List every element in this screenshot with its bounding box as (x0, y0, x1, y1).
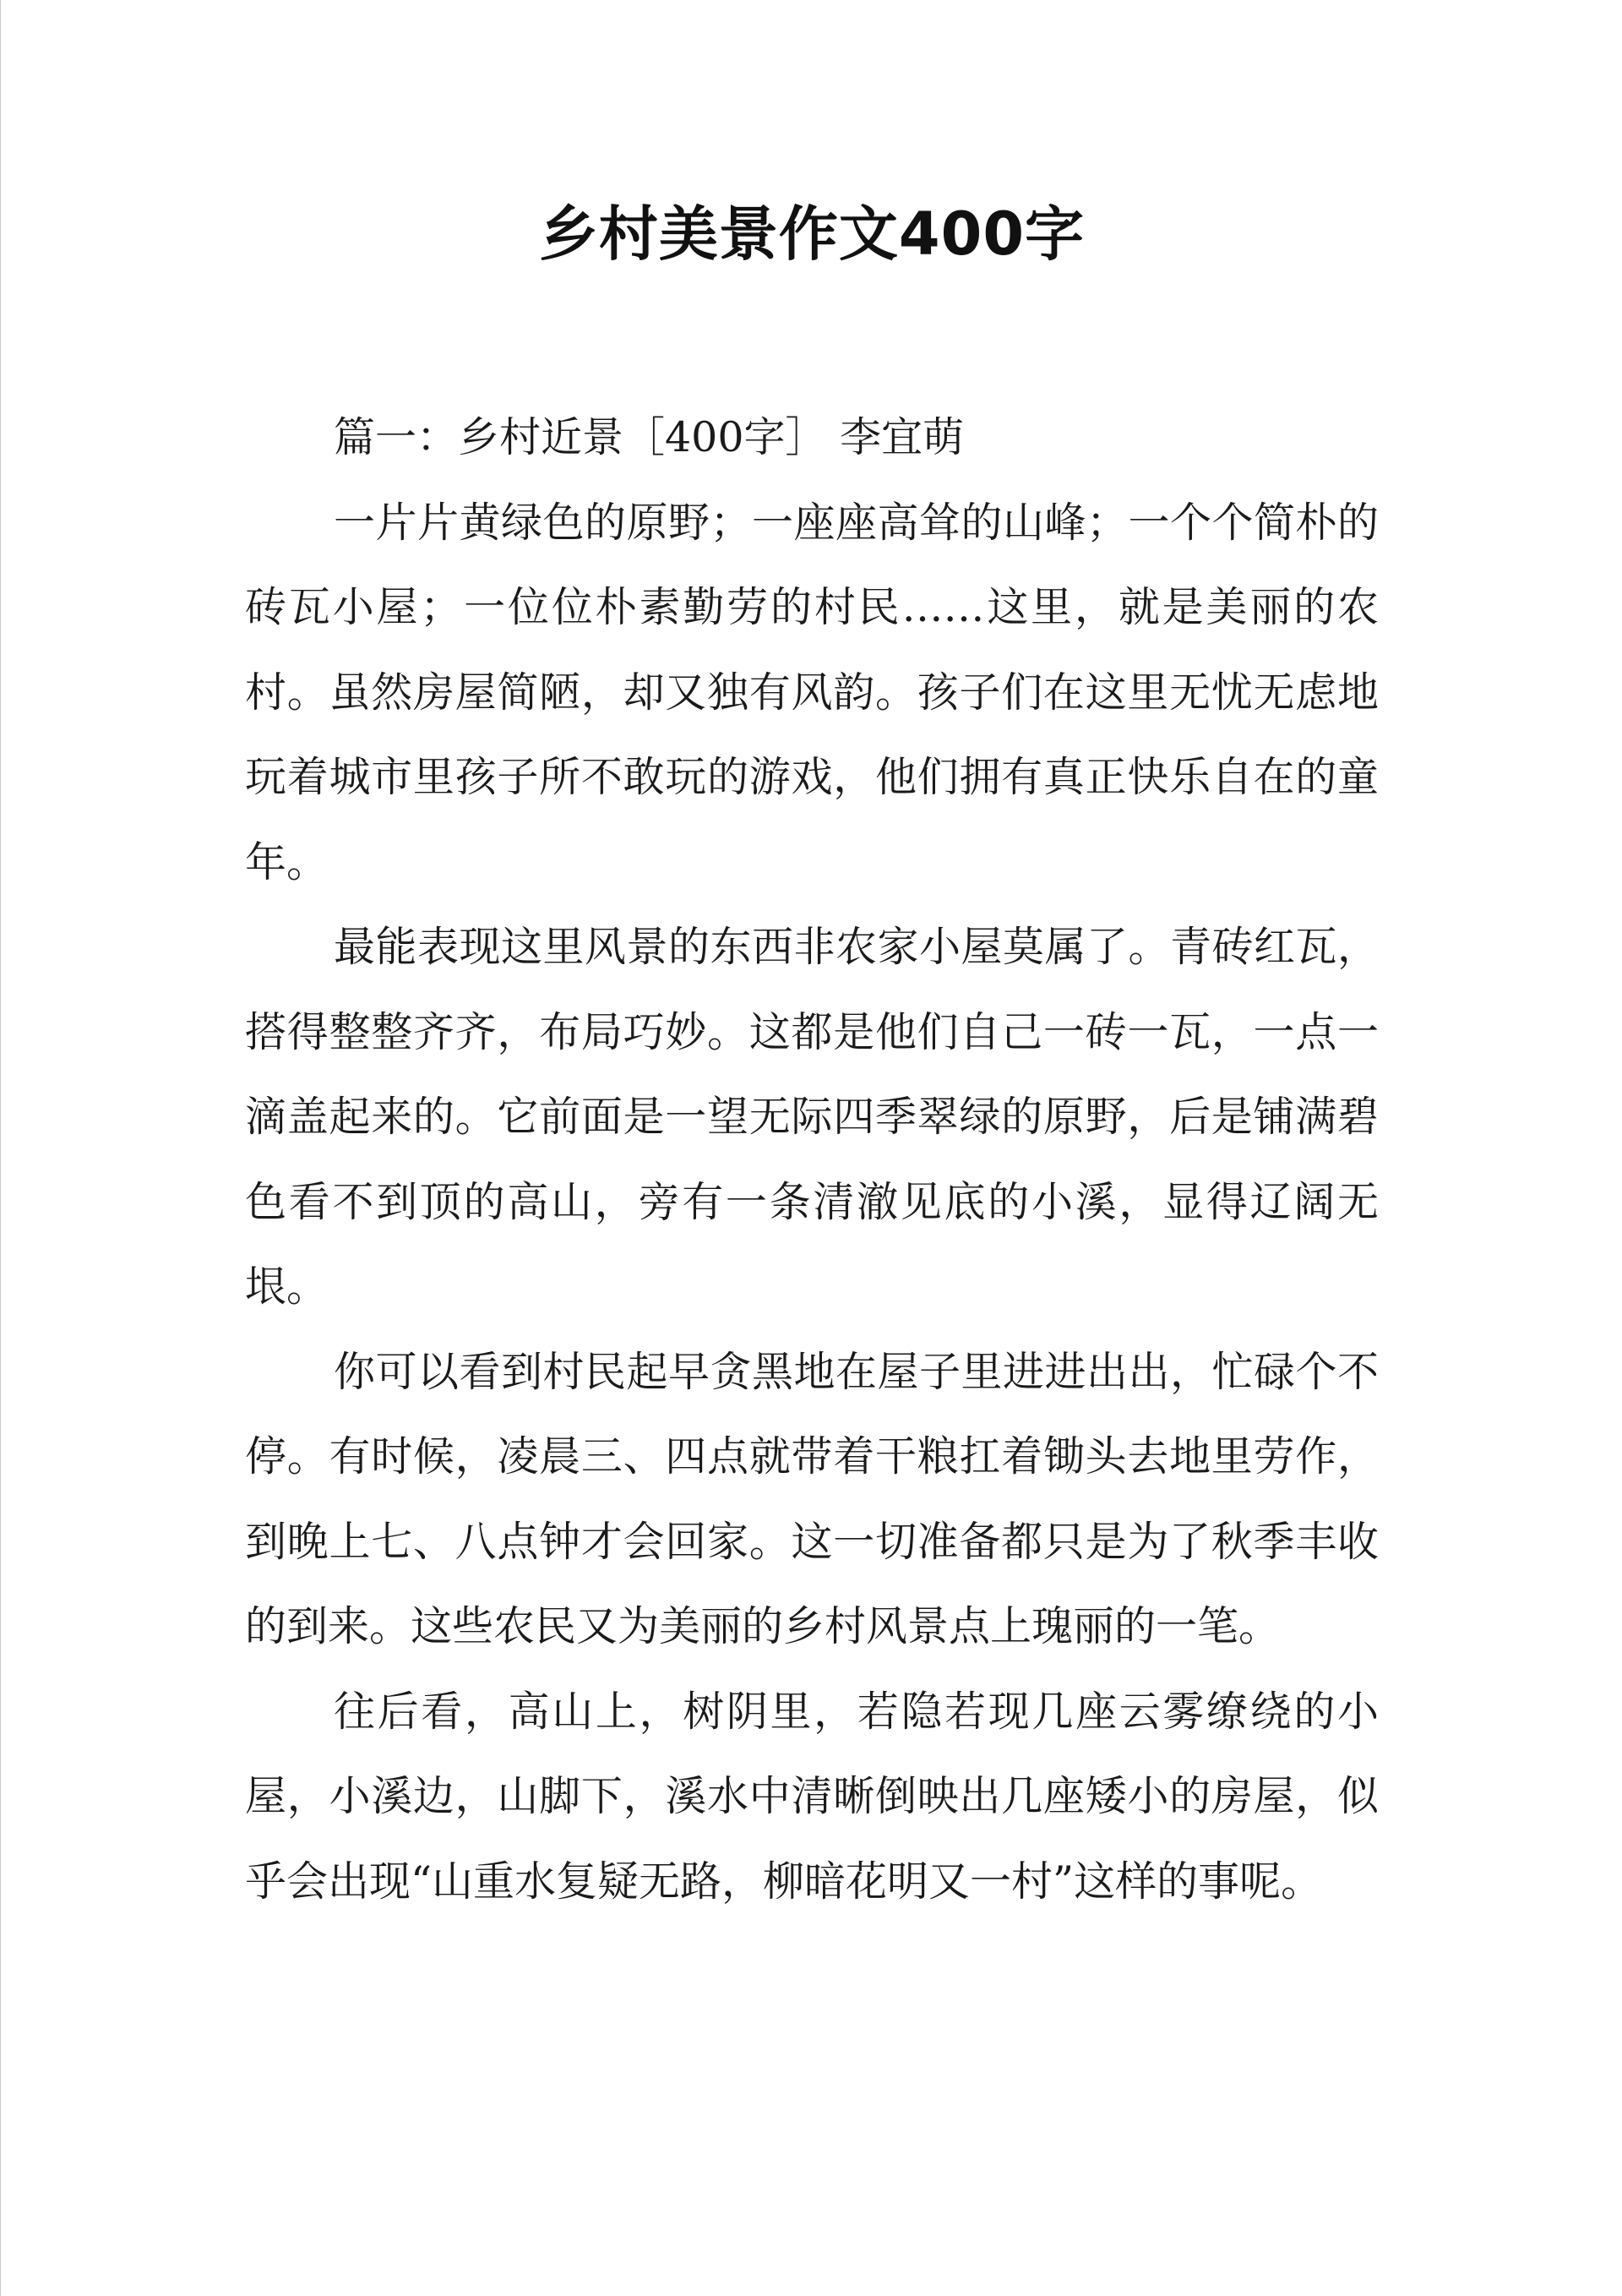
document-body (245, 395, 1379, 1924)
document-title: 乡村美景作文400字 (538, 199, 1086, 269)
paragraph-3: 你可以看到村民起早贪黑地在屋子里进进出出，忙碌个不停。有时候，凌晨三、四点就带着干粮扛着锄头去地里劳作，到晚上七、八点钟才会回家。这一切准备都只是为了秋季丰收的到来。这些农民又为美丽的乡村风景点上瑰丽的一笔。 (245, 1347, 1379, 1650)
article-subtitle: 篇一：乡村近景［400字］ 李宜萌 (334, 413, 965, 461)
paragraph-2: 最能表现这里风景的东西非农家小屋莫属了。青砖红瓦，搭得整整齐齐，布局巧妙。这都是他们自己一砖一瓦，一点一滴盖起来的。它前面是一望无际四季翠绿的原野，后是铺满碧色看不到顶的高山，旁有一条清澈见底的小溪，显得辽阔无垠。 (245, 923, 1379, 1311)
paragraph-4: 往后看，高山上，树阴里，若隐若现几座云雾缭绕的小屋，小溪边，山脚下，溪水中清晰倒映出几座矮小的房屋，似乎会出现“山重水复疑无路，柳暗花明又一村”这样的事呢。 (245, 1687, 1379, 1906)
paragraph-1: 一片片黄绿色的原野；一座座高耸的山峰；一个个简朴的砖瓦小屋；一位位朴素勤劳的村民……这里，就是美丽的农村。虽然房屋简陋，却又独有风韵。孩子们在这里无忧无虑地玩着城市里孩子所不敢玩的游戏，他们拥有真正快乐自在的童年。 (245, 498, 1379, 886)
